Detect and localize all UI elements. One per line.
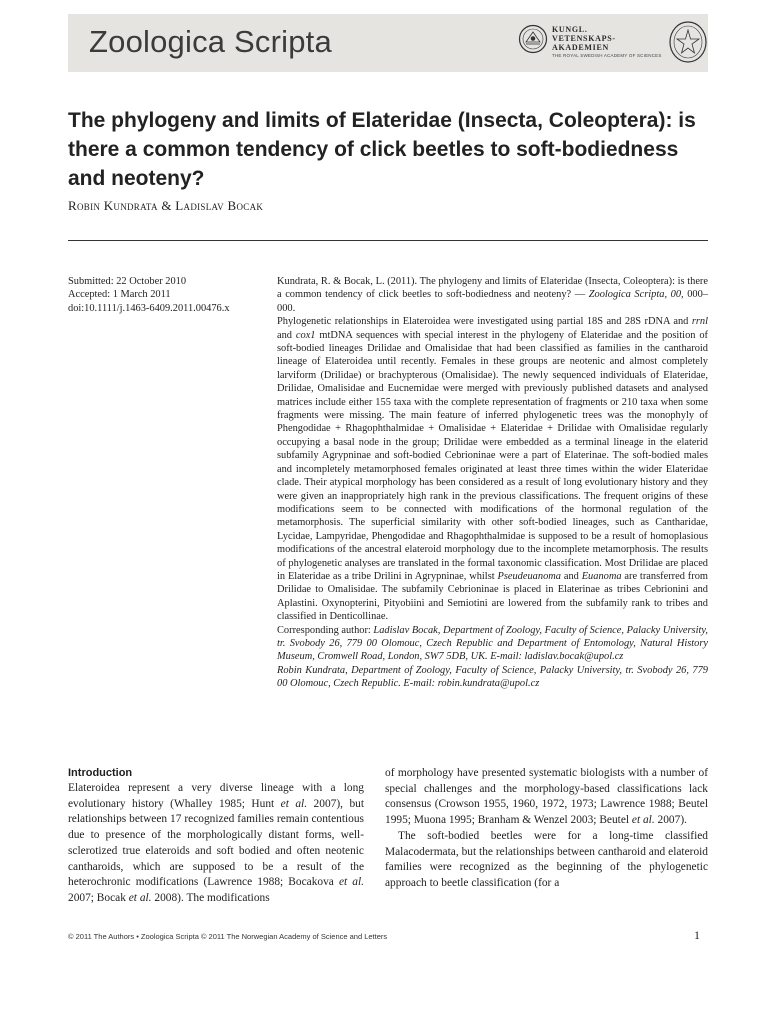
paper-authors: Robin Kundrata & Ladislav Bocak [68, 198, 264, 213]
abstract [277, 275, 708, 691]
doi: doi:10.1111/j.1463-6409.2011.00476.x [68, 302, 230, 314]
title-divider [68, 240, 708, 241]
footer-copyright: © 2011 The Authors • Zoologica Scripta © 2011 The Norwegian Academy of Science and Letters [68, 932, 388, 941]
kva-line-1: KUNGL. [552, 25, 588, 34]
accepted-date: Accepted: 1 March 2011 [68, 289, 171, 301]
kva-line-3: AKADEMIEN [552, 43, 609, 52]
abstract-text: Phylogenetic relationships in Elateroidea were investigated using partial 18S and 28S rDNA and rrnl and cox1 mtDNA sequences with special interest in the phylogeny of Elateridae and the position of soft-bodied lineages Drilidae and Omalisidae that had been classified as families in the cantharoid lineage of Elateroidea until recently. Females in these groups are neotenic and almost completely larviform (Drilidae) or brachypterous (Omalisidae). The newly sequenced individuals of Elateridae, Drilidae, Omalisidae and Eucnemidae were merged with previously published datasets and analysed matrices include either 155 taxa with the complete representation of fragments or 210 taxa when some fragments were missing. The main feature of inferred phylogenetic trees was the monophyly of Phengodidae + Rhagophthalmidae + Omalisidae + Elateridae + Drilidae with Omalisidae regularly occupying a basal node in the group; Drilidae were embedded as a terminal lineage in the elaterid subfamily Agrypninae and soft-bodied Cebrioninae were a part of Elaterinae. The soft-bodied males and incompletely metamorphosed females originated at least three times within the wider Elateridae clade. Their atypical morphology has been considered as a result of long evolutionary history and they were given an inappropriately high rank in the previous classifications. The frequent origins of these modifications seem to be connected with modifications of the hormonal regulation of the metamorphosis. The superficial similarity with other soft-bodied lineages, such as Cantharidae, Lycidae, Lampyridae, Phengodidae and Rhagophthalmidae is supposed to be a result of homoplasious modifications of the ancestral elateroid morphology due to the incomplete metamorphosis. The results of phylogenetic analyses are translated in the formal taxonomic classification. Most Drilidae are placed in Elateridae as a tribe Drilini in Agrypninae, whilst Pseudeuanoma and Euanoma are transferred from Drilidae to Omalisidae. The subfamily Cebrioninae is placed in Elaterinae as tribes Cebrionini and Aplastini. Oxynopterini, Pityobiini and Semiotini are lowered from the subfamily rank to tribes and classified in Denticollinae. [277, 316, 708, 623]
journal-title: Zoologica Scripta [89, 24, 332, 59]
second-author-address: Robin Kundrata, Department of Zoology, Faculty of Science, Palacky University, tr. Svobody 26, 779 00 Olomouc, Czech Republic. E-mail: robin.kundrata@upol.cz [277, 664, 708, 690]
kva-logo [552, 25, 662, 59]
body-column-right [385, 766, 708, 892]
kva-line-4: THE ROYAL SWEDISH ACADEMY OF SCIENCES [552, 53, 662, 58]
page-number: 1 [694, 928, 700, 942]
intro-paragraph-1: Elateroidea represent a very diverse lineage with a long evolutionary history (Whalley 1985; Hunt et al. 2007), but relationships between 17 recognized families remain contentious due to presence of the morphologically distant forms, well-sclerotized true elateroids and soft bodied and often neotenic cantharoids, which are supposed to be a result of the heterochronic modifications (Lawrence 1988; Bocakova et al. 2007; Bocak et al. 2008). The modifications [68, 782, 365, 904]
corresponding-author: Corresponding author: Ladislav Bocak, Department of Zoology, Faculty of Science, Palacky University, tr. Svobody 26, 779 00 Olomouc, Czech Republic and Department of Entomology, Natural History Museum, Cromwell Road, London, SW7 5DB, UK. E-mail: ladislav.bocak@upol.cz [277, 624, 708, 663]
norwegian-academy-seal-icon [668, 20, 708, 64]
submission-metadata [68, 275, 258, 315]
academy-seal-icon [518, 24, 548, 54]
submitted-date: Submitted: 22 October 2010 [68, 276, 187, 287]
abstract-citation: Kundrata, R. & Bocak, L. (2011). The phylogeny and limits of Elateridae (Insecta, Coleoptera): is there a common tendency of click beetles to soft-bodiedness and neoteny? — Zoologica Scripta, 00, 000–000. [277, 276, 708, 314]
intro-paragraph-2: The soft-bodied beetles were for a long-time classified Malacodermata, but the relationships between cantharoid and elateroid families were recognized as the beginning of the phylogenetic approach to beetle classification (for a [385, 829, 708, 889]
introduction-heading: Introduction [68, 767, 133, 779]
journal-header [68, 14, 708, 72]
kva-line-2: VETENSKAPS- [552, 34, 616, 43]
intro-paragraph-1-continued: of morphology have presented systematic biologists with a number of special challenges and the morphology-based classifications lack consensus (Crowson 1955, 1960, 1972, 1973; Lawrence 1988; Beutel 1995; Muona 1995; Branham & Wenzel 2003; Beutel et al. 2007). [385, 767, 708, 827]
paper-title: The phylogeny and limits of Elateridae (Insecta, Coleoptera): is there a common tendency of click beetles to soft-bodiedness and neoteny? [68, 109, 696, 190]
body-column-left [68, 766, 364, 907]
